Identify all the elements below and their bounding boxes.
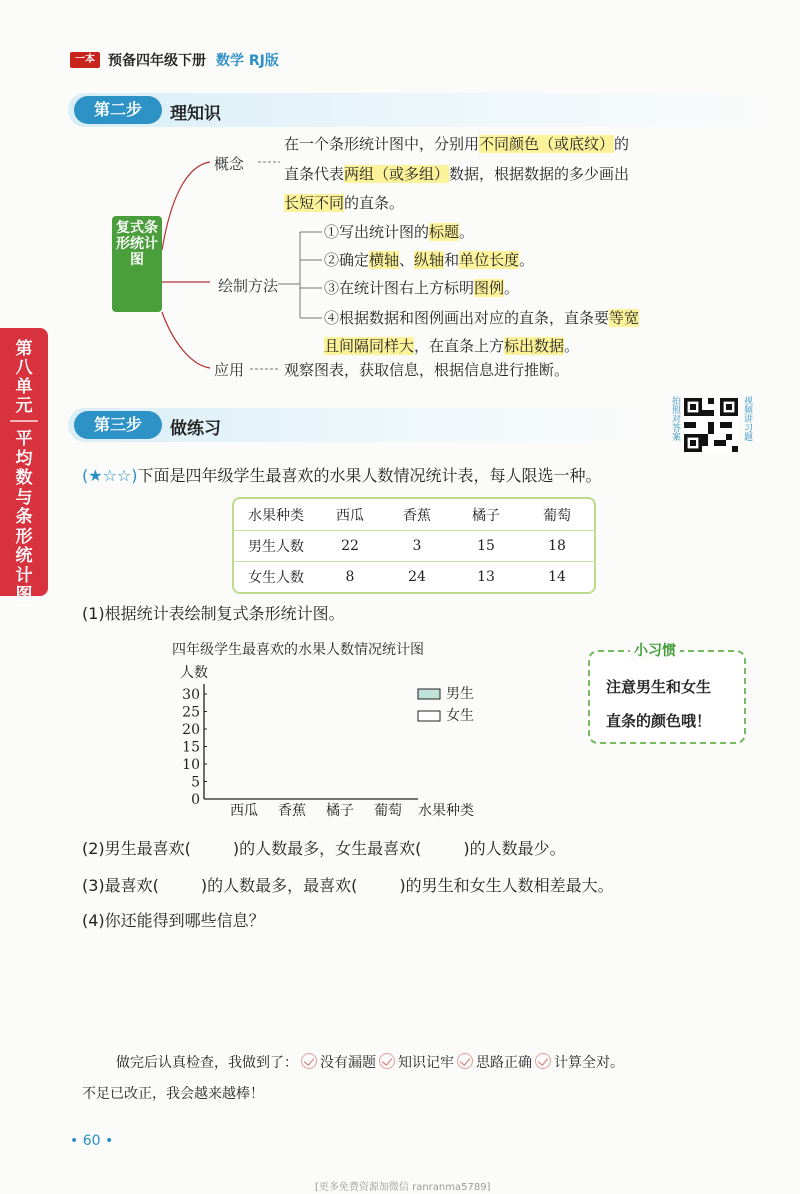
check-item: 思路正确 [476, 1055, 532, 1071]
concept-text: 直条代表 [284, 165, 345, 183]
method-text: 、 [399, 251, 415, 269]
legend-swatch-male [418, 689, 440, 699]
method-text: ④根据数据和图例画出对应的直条，直条要 [324, 309, 610, 327]
question-2-part: )的人数最多，女生最喜欢( [232, 839, 422, 858]
question-intro-text: 下面是四年级学生最喜欢的水果人数情况统计表，每人限选一种。 [137, 466, 602, 485]
table-header-cell: 西瓜 [336, 507, 364, 524]
table-header-cell: 香蕉 [403, 507, 431, 524]
y-tick-label: 30 [182, 687, 200, 703]
application-label: 应用 [214, 361, 245, 379]
concept-highlight: 长短不同 [284, 194, 345, 212]
question-2-part: )的人数最少。 [463, 839, 566, 858]
concept-text: 的直条。 [344, 194, 405, 212]
y-tick-label: 0 [191, 792, 200, 808]
method-text: ，在直条上方 [414, 337, 505, 355]
concept-label: 概念 [214, 155, 245, 173]
concept-text: 在一个条形统计图中，分别用 [284, 135, 480, 153]
concept-line-2 [284, 162, 629, 186]
check-circle-icon[interactable] [379, 1053, 395, 1069]
concept-line-1 [284, 132, 629, 156]
mindmap-center [112, 216, 162, 312]
step3-pill: 第三步 [74, 411, 162, 439]
method-highlight: 纵轴 [414, 251, 445, 269]
check-circle-icon[interactable] [457, 1053, 473, 1069]
concept-text: 的 [614, 135, 630, 153]
method-text: ③在统计图右上方标明 [324, 279, 475, 297]
table-cell: 女生人数 [234, 561, 318, 592]
step2-pill: 第二步 [74, 96, 162, 124]
self-check-lead: 做完后认真检查，我做到了： [116, 1055, 298, 1071]
check-item: 计算全对。 [554, 1055, 624, 1071]
method-text: 。 [504, 279, 520, 297]
method-highlight: 等宽 [609, 309, 640, 327]
method-text: 和 [444, 251, 460, 269]
concept-line-3 [284, 191, 404, 215]
y-tick-group [182, 687, 207, 808]
table-cell: 3 [382, 530, 452, 561]
unit-topic: 平均数与条形统计图 [15, 429, 33, 605]
watermark-text: [更多免费资源加微信 ranranma5789] [315, 1182, 491, 1193]
y-tick-label: 5 [191, 774, 200, 791]
table-cell: 8 [318, 561, 382, 592]
question-3-part: )的人数最多，最喜欢( [200, 876, 358, 895]
bar-chart[interactable] [160, 632, 500, 828]
check-circle-icon[interactable] [301, 1053, 317, 1069]
difficulty-stars: (★☆☆) [82, 466, 138, 485]
method-step-4 [324, 306, 639, 330]
application-text: 观察图表，获取信息，根据信息进行推断。 [284, 361, 570, 379]
step3-title: 做练习 [170, 419, 221, 439]
x-category-group [230, 802, 402, 819]
book-subject: 数学 RJ版 [216, 53, 279, 69]
unit-label: 第八单元 [15, 339, 33, 416]
concept-text: 数据，根据数据的多少画出 [449, 165, 630, 183]
table-cell: 男生人数 [234, 530, 318, 561]
table-cell: 14 [520, 561, 594, 592]
qr-code-icon[interactable] [684, 398, 738, 452]
check-item: 没有漏题 [320, 1055, 376, 1071]
habit-line-1: 注意男生和女生 [606, 678, 712, 696]
chart-ylabel: 人数 [180, 665, 208, 681]
x-category-label: 葡萄 [374, 803, 402, 819]
concept-highlight: 不同颜色（或底纹） [479, 135, 615, 153]
legend-label-male: 男生 [446, 686, 474, 702]
book-logo-badge: 一本 [70, 52, 100, 68]
method-highlight: 且间隔同样大 [324, 337, 415, 355]
question-intro [82, 463, 602, 486]
chart-title: 四年级学生最喜欢的水果人数情况统计图 [172, 642, 424, 658]
qr-caption-left: 拍照对答案 [670, 396, 680, 441]
legend-swatch-female [418, 711, 440, 721]
habit-line-2: 直条的颜色哦！ [606, 712, 712, 730]
x-category-label: 橘子 [326, 803, 354, 819]
table-row [234, 530, 594, 561]
table-header-cell: 橘子 [472, 507, 500, 524]
y-tick-label: 20 [182, 722, 200, 738]
method-text: ②确定 [324, 251, 370, 269]
chart-xlabel: 水果种类 [418, 803, 474, 819]
table-header-cell: 葡萄 [543, 507, 571, 524]
check-circle-icon[interactable] [535, 1053, 551, 1069]
question-3-part: (3)最喜欢( [82, 876, 159, 895]
fruit-data-table [232, 497, 596, 594]
method-label: 绘制方法 [218, 277, 279, 295]
method-step-4-cont [324, 334, 579, 358]
method-text: 。 [564, 337, 580, 355]
legend-label-female: 女生 [446, 708, 474, 724]
question-3-part: )的男生和女生人数相差最大。 [399, 876, 614, 895]
table-cell: 13 [452, 561, 520, 592]
method-highlight: 单位长度 [459, 251, 520, 269]
concept-highlight: 两组（或多组） [344, 165, 450, 183]
method-highlight: 图例 [474, 279, 505, 297]
y-tick-label: 10 [182, 757, 200, 773]
question-4: (4)你还能得到哪些信息？ [82, 911, 265, 930]
book-title: 预备四年级下册 [108, 53, 206, 69]
side-tab-divider [10, 420, 38, 422]
habit-title: 小习惯 [630, 640, 680, 660]
question-2 [82, 836, 566, 859]
method-step-3 [324, 276, 519, 300]
qr-caption-right: 视频讲习题 [742, 396, 752, 441]
method-highlight: 标出数据 [504, 337, 565, 355]
table-row [234, 561, 594, 592]
book-header [108, 50, 279, 70]
method-step-1 [324, 220, 474, 244]
self-check-line [116, 1052, 624, 1072]
table-cell: 15 [452, 530, 520, 561]
method-highlight: 横轴 [369, 251, 400, 269]
method-step-2 [324, 248, 534, 272]
x-category-label: 西瓜 [230, 803, 258, 819]
page-number: • 60 • [70, 1133, 114, 1149]
table-cell: 18 [520, 530, 594, 561]
question-2-part: (2)男生最喜欢( [82, 839, 191, 858]
table-cell: 24 [382, 561, 452, 592]
method-text: 。 [519, 251, 535, 269]
self-check-line-2: 不足已改正，我会越来越棒！ [82, 1086, 264, 1102]
y-tick-label: 25 [182, 704, 200, 721]
check-item: 知识记牢 [398, 1055, 454, 1071]
table-header-row [234, 499, 594, 530]
question-1: (1)根据统计表绘制复式条形统计图。 [82, 604, 345, 623]
method-text: ①写出统计图的 [324, 223, 430, 241]
mindmap-center-text: 复式条形统计图 [116, 220, 158, 268]
method-text: 。 [459, 223, 475, 241]
question-3 [82, 873, 614, 896]
method-highlight: 标题 [429, 223, 460, 241]
step2-title: 理知识 [170, 104, 221, 124]
y-tick-label: 15 [182, 739, 200, 756]
x-category-label: 香蕉 [278, 803, 306, 819]
table-cell: 22 [318, 530, 382, 561]
table-header-cell: 水果种类 [248, 507, 304, 524]
